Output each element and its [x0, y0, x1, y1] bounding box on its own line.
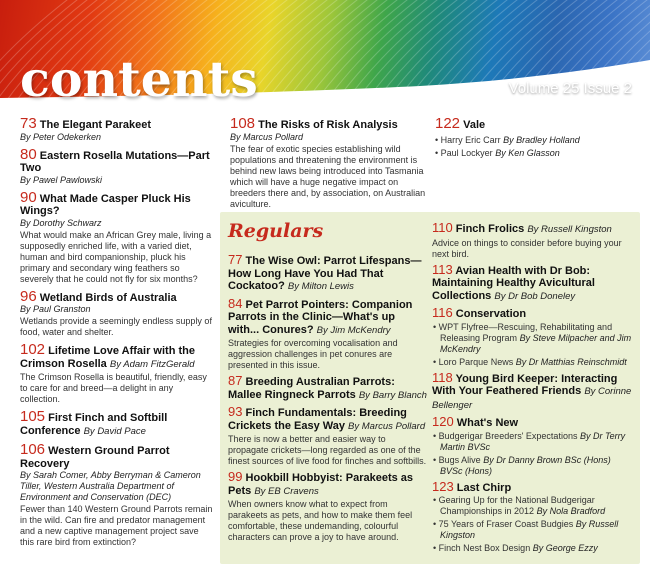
article-entry[interactable]	[20, 408, 215, 438]
article-entry[interactable]	[228, 295, 428, 372]
author-byline: By Dr Bob Doneley	[494, 290, 576, 302]
article-entry[interactable]	[20, 441, 215, 548]
author-byline: By Marcus Pollard	[230, 131, 304, 142]
page-number: 105	[20, 408, 46, 425]
feature-column-1	[20, 115, 215, 554]
feature-column-2	[230, 115, 430, 216]
author-byline: By Sarah Comer, Abby Berryman & Cameron Tiller, Western Australia Department of Environment and Conservation (DEC)	[20, 470, 201, 502]
article-description: There is now a better and easier way to propagate crickets—long regarded as one of the finest sources of live food for finches and softbills.	[228, 434, 427, 466]
page-number: 96	[20, 287, 37, 305]
sub-article-list	[432, 322, 632, 368]
article-title: Young Bird Keeper: Interacting With Your Feathered Friends	[432, 372, 618, 397]
article-entry[interactable]	[228, 471, 428, 543]
article-headline	[20, 287, 215, 305]
article-title: The Wise Owl: Parrot Lifespans—How Long Have You Had That Cockatoo?	[228, 255, 422, 292]
author-byline: By Jim McKendry	[316, 324, 391, 336]
article-title: First Finch and Softbill Conference	[20, 412, 168, 437]
author-byline: By George Ezzy	[532, 543, 598, 553]
author-byline: By Marcus Pollard	[348, 420, 426, 432]
article-entry[interactable]	[20, 115, 215, 143]
page-number: 120	[432, 414, 454, 429]
author-byline: By Nola Bradford	[536, 506, 606, 516]
list-item: • Bugs Alive By Dr Danny Brown BSc (Hons) BVSc (Hons)	[432, 455, 632, 477]
article-entry[interactable]	[432, 478, 632, 555]
author-byline: By Corinne Bellenger	[432, 386, 632, 411]
article-title: Finch Frolics	[455, 223, 525, 235]
regulars-column-left	[228, 254, 428, 547]
author-byline: By Dr Matthias Reinschmidt	[515, 356, 627, 367]
author-byline: By Barry Blanch	[358, 389, 427, 401]
article-description: The Crimson Rosella is beautiful, friendly, easy to care for and breed—a delight in any collection.	[20, 372, 207, 404]
article-description: Wetlands provide a seemingly endless supply of food, water and shelter.	[20, 316, 212, 337]
article-headline	[432, 478, 632, 495]
author-byline: By Russell Kingston	[527, 224, 612, 235]
article-title: Vale	[463, 119, 486, 131]
article-entry[interactable]	[228, 375, 428, 402]
page-number: 108	[230, 115, 256, 132]
list-item: • Loro Parque News By Dr Matthias Reinschmidt	[432, 357, 632, 368]
page-number: 113	[432, 261, 453, 277]
article-headline	[230, 115, 430, 132]
article-title: Last Chirp	[456, 481, 512, 494]
article-entry[interactable]	[20, 341, 215, 405]
article-title: What Made Casper Pluck His Wings?	[20, 192, 191, 217]
list-item: • Harry Eric Carr By Bradley Holland	[435, 134, 635, 147]
article-entry[interactable]	[230, 115, 430, 210]
article-headline	[228, 295, 428, 338]
article-description: Fewer than 140 Western Ground Parrots remain in the wild. Can fire and predator management and a new captive management project save this rare bird from extinction?	[20, 504, 213, 547]
page-number: 87	[228, 373, 243, 388]
article-entry[interactable]	[435, 115, 635, 160]
author-byline: By EB Cravens	[254, 485, 319, 497]
article-entry[interactable]	[20, 145, 215, 186]
article-headline	[432, 307, 632, 321]
article-headline	[228, 406, 428, 433]
article-entry[interactable]	[432, 307, 632, 368]
page-number: 80	[20, 145, 37, 163]
author-byline: By Peter Odekerken	[20, 131, 102, 142]
article-headline	[432, 261, 632, 304]
article-title: Eastern Rosella Mutations—Part Two	[20, 149, 210, 174]
article-entry[interactable]	[432, 222, 632, 260]
article-entry[interactable]	[432, 369, 632, 413]
article-headline	[20, 145, 215, 175]
page-number: 123	[432, 478, 454, 494]
regulars-column-right	[432, 222, 632, 558]
author-byline: By Dr Terry Martin BVSc	[440, 430, 626, 452]
list-item: • Paul Lockyer By Ken Glasson	[435, 147, 635, 160]
author-byline: By Paul Granston	[20, 304, 91, 314]
article-entry[interactable]	[228, 254, 428, 294]
sub-article-list	[432, 495, 632, 554]
article-description: Strategies for overcoming vocalisation and aggression challenges in pet conures are presented in this issue.	[228, 338, 398, 370]
article-title: The Risks of Risk Analysis	[258, 119, 398, 131]
article-title: Pet Parrot Pointers: Companion Parrots in the Clinic—What's up with... Conures?	[228, 298, 413, 336]
page-number: 122	[435, 115, 461, 132]
feature-column-3	[435, 115, 635, 166]
article-title: Avian Health with Dr Bob: Maintaining Healthy Avicultural Collections	[432, 264, 595, 302]
article-title: Finch Fundamentals: Breeding Crickets the Easy Way	[228, 407, 407, 432]
sub-article-list	[432, 431, 632, 477]
article-description: Advice on things to consider before buying your next bird.	[432, 237, 622, 259]
regulars-heading: Regulars	[228, 220, 324, 242]
article-title: The Elegant Parakeet	[39, 119, 152, 131]
header-banner	[0, 0, 650, 104]
article-headline	[432, 369, 632, 413]
article-headline	[20, 441, 215, 470]
article-title: Western Ground Parrot Recovery	[20, 445, 170, 470]
article-headline	[432, 222, 632, 237]
page-number: 118	[432, 369, 453, 385]
article-entry[interactable]	[20, 287, 215, 339]
page-number: 84	[228, 295, 243, 311]
article-headline	[228, 471, 428, 498]
article-headline	[435, 115, 635, 132]
list-item: • Gearing Up for the National Budgerigar Championships in 2012 By Nola Bradford	[432, 495, 632, 517]
author-byline: By Dr Danny Brown BSc (Hons) BVSc (Hons)	[440, 454, 611, 476]
author-byline: By Milton Lewis	[287, 281, 354, 292]
article-title: Conservation	[455, 308, 527, 320]
page-number: 110	[432, 220, 453, 235]
article-headline	[20, 188, 215, 218]
volume-issue: Volume 25 Issue 2	[508, 80, 632, 97]
article-title: Breeding Australian Parrots: Mallee Ringneck Parrots	[228, 376, 395, 401]
article-title: Hookbill Hobbyist: Parakeets as Pets	[228, 472, 414, 497]
author-byline: By Pawel Pawlowski	[20, 174, 103, 185]
page-number: 77	[228, 252, 243, 267]
list-item: • Budgerigar Breeders' Expectations By Dr Terry Martin BVSc	[432, 431, 632, 453]
article-title: Lifetime Love Affair with the Crimson Rosella	[20, 345, 195, 370]
author-byline: By Adam FitzGerald	[109, 358, 195, 370]
page-number: 99	[228, 469, 243, 484]
page-number: 116	[432, 305, 453, 320]
list-item: • Finch Nest Box Design By George Ezzy	[432, 543, 632, 554]
article-headline	[228, 375, 428, 402]
list-item: • WPT Flyfree—Rescuing, Rehabilitating and Releasing Program By Steve Milpacher and Jim McKendry	[432, 322, 632, 355]
article-headline	[228, 254, 428, 294]
author-byline: By Steve Milpacher and Jim McKendry	[440, 332, 632, 354]
article-description: What would make an African Grey male, living a supposedly enriched life, with a varied diet, human and bird companionship, pluck his primary and secondary wing feathers so severely that he could not fly for six months?	[20, 229, 212, 284]
article-headline	[20, 115, 215, 132]
page-number: 102	[20, 341, 46, 358]
article-description: The fear of exotic species establishing wild populations and threatening the environment is behind new laws being introduced into Tasmania which will have a huge negative impact on breeders there and, by association, on Australian aviculture.	[230, 143, 426, 209]
article-title: Wetland Birds of Australia	[39, 291, 177, 304]
article-entry[interactable]	[432, 416, 632, 477]
article-headline	[20, 341, 215, 371]
page-number: 93	[228, 404, 243, 419]
vale-list	[435, 134, 635, 160]
article-title: What's New	[456, 417, 519, 429]
article-entry[interactable]	[228, 406, 428, 467]
page-number: 106	[20, 441, 46, 458]
author-byline: By David Pace	[83, 425, 146, 437]
page-number: 90	[20, 188, 37, 206]
article-entry[interactable]	[20, 188, 215, 285]
article-headline	[20, 408, 215, 438]
article-description: When owners know what to expect from parakeets as pets, and how to make them feel comfortable, these undemanding, colourful characters can prove a joy to have around.	[228, 499, 413, 542]
article-entry[interactable]	[432, 261, 632, 304]
author-byline: By Dorothy Schwarz	[20, 217, 102, 228]
article-headline	[432, 416, 632, 430]
page-title: contents	[20, 50, 258, 104]
list-item: • 75 Years of Fraser Coast Budgies By Russell Kingston	[432, 519, 632, 541]
author-byline: By Russell Kingston	[440, 519, 619, 540]
page-number: 73	[20, 115, 37, 132]
